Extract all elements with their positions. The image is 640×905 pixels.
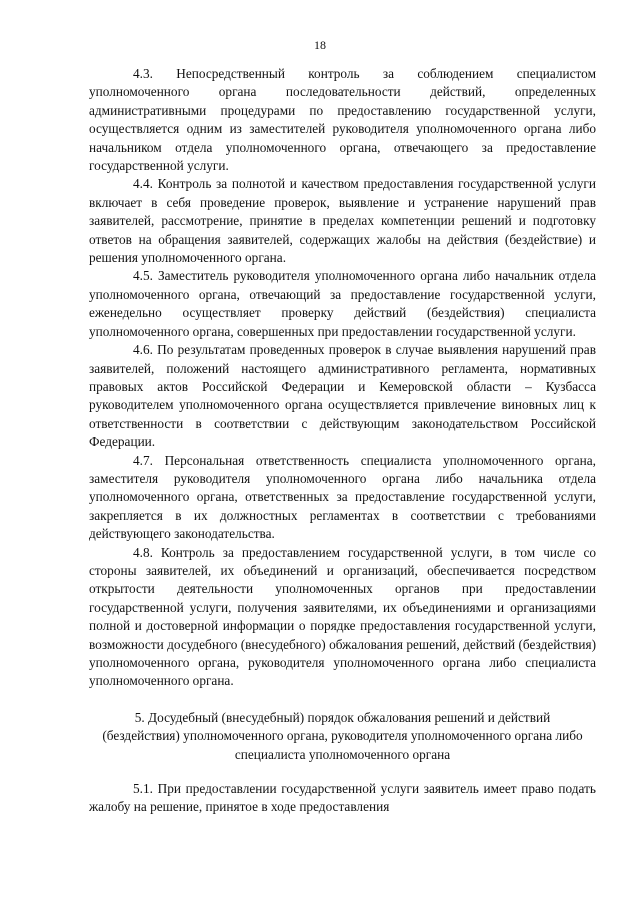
paragraph-4-4: 4.4. Контроль за полнотой и качеством предоставления государственной услуги включает в себя проведение проверок, выявление и устранение нарушений прав заявителей, рассмотрение, принятие в пределах компетенции решений и подготовку ответов на обращения заявителей, содержащих жалобы на действия (бездействие) и решения уполномоченного органа. xyxy=(89,176,596,266)
page-number: 18 xyxy=(314,38,326,52)
paragraph-5-1: 5.1. При предоставлении государственной услуги заявитель имеет право подать жалобу на решение, принятое в ходе предоставления xyxy=(89,781,596,815)
document-body xyxy=(89,65,596,817)
paragraph-4-3: 4.3. Непосредственный контроль за соблюдением специалистом уполномоченного органа последовательности действий, определенных административными процедурами по предоставлению государственной услуги, осуществляется одним из заместителей руководителя уполномоченного органа либо начальником отдела уполномоченного органа, отвечающего за предоставление государственной услуги. xyxy=(89,66,596,174)
paragraph-4-5: 4.5. Заместитель руководителя уполномоченного органа либо начальник отдела уполномоченного органа, отвечающий за предоставление государственной услуги, еженедельно осуществляет проверку действий (бездействия) специалиста уполномоченного органа, совершенных при предоставлении государственной услуги. xyxy=(89,268,596,339)
paragraph-4-6: 4.6. По результатам проведенных проверок в случае выявления нарушений прав заявителей, положений настоящего административного регламента, нормативных правовых актов Российской Федерации и Кемеровской области – Кузбасса руководителем уполномоченного органа осуществляется привлечение виновных лиц к ответственности в соответствии с действующим законодательством Российской Федерации. xyxy=(89,342,596,450)
section-5-heading: 5. Досудебный (внесудебный) порядок обжалования решений и действий (бездействия) уполномоченного органа, руководителя уполномоченного органа либо специалиста уполномоченного органа xyxy=(102,709,583,762)
paragraph-4-7: 4.7. Персональная ответственность специалиста уполномоченного органа, заместителя руководителя уполномоченного органа либо начальника отдела уполномоченного органа, ответственных за предоставление государственной услуги, закрепляется в их должностных регламентах в соответствии с требованиями действующего законодательства. xyxy=(89,452,596,542)
paragraph-4-8: 4.8. Контроль за предоставлением государственной услуги, в том числе со стороны заявителей, их объединений и организаций, обеспечивается посредством открытости деятельности уполномоченных органов при предоставлении государственной услуги, получения заявителями, их объединениями и организациями полной и достоверной информации о порядке предоставления государственной услуги, возможности досудебного (внесудебного) обжалования решений, действий (бездействия) уполномоченного органа, руководителя уполномоченного органа либо специалиста уполномоченного органа. xyxy=(89,544,596,689)
